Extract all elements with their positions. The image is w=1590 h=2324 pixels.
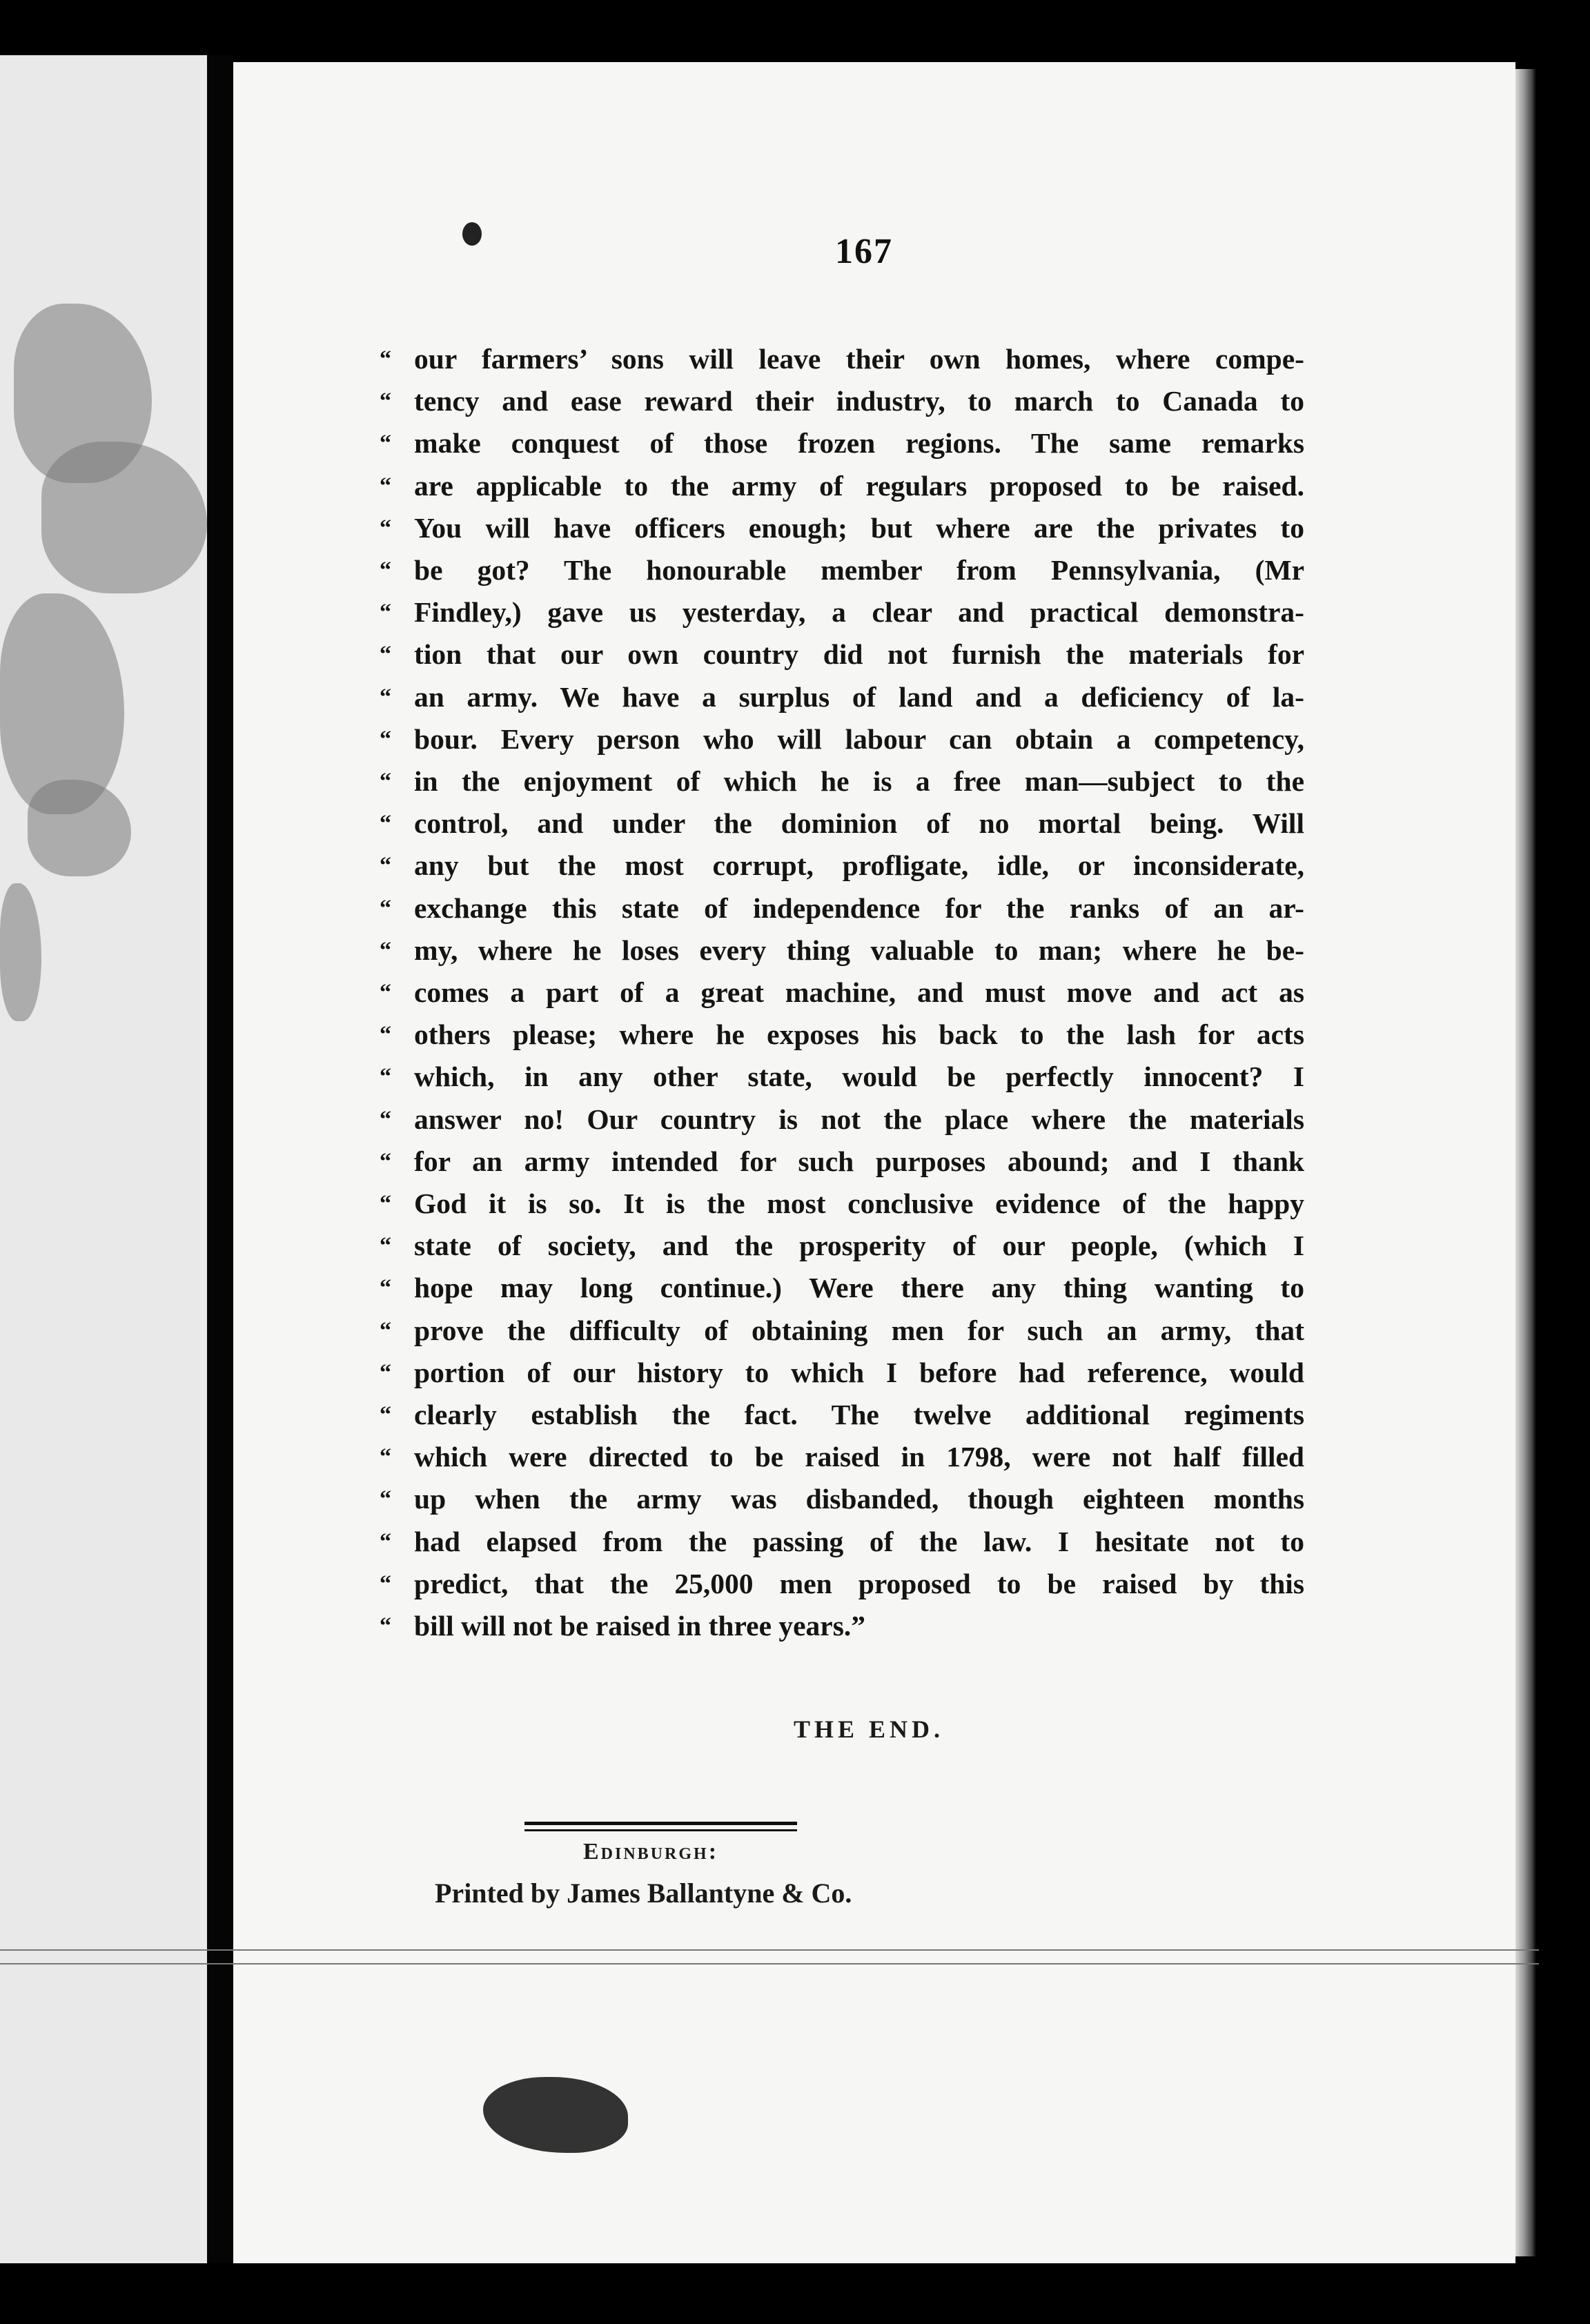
imprint-rule: [524, 1822, 797, 1831]
text-line: “ any but the most corrupt, profligate, idle, or inconsiderate,: [414, 845, 1304, 887]
text-line: “ make conquest of those frozen regions. The same remarks: [414, 422, 1304, 464]
quote-mark: “: [380, 642, 391, 668]
quote-mark: “: [380, 1317, 391, 1343]
quote-mark: “: [380, 1444, 391, 1470]
imprint-city: Edinburgh:: [583, 1839, 719, 1864]
text-line: “ my, where he loses every thing valuable to man; where he be-: [414, 929, 1304, 972]
text-line: “ which were directed to be raised in 1798, were not half filled: [414, 1436, 1304, 1478]
imprint-printer: Printed by James Ballantyne & Co.: [435, 1878, 852, 1909]
quote-mark: “: [380, 726, 391, 752]
quote-mark: “: [380, 1233, 391, 1259]
quote-mark: “: [380, 1359, 391, 1386]
quote-mark: “: [380, 895, 391, 921]
quote-mark: “: [380, 684, 391, 710]
quote-mark: “: [380, 473, 391, 499]
quote-mark: “: [380, 811, 391, 837]
quote-mark: “: [380, 1275, 391, 1301]
text-line: “ an army. We have a surplus of land and a deficiency of la-: [414, 676, 1304, 718]
text-line: “ exchange this state of independence for the ranks of an ar-: [414, 887, 1304, 929]
scan-edge-line: [0, 1963, 1539, 1964]
quote-mark: “: [380, 346, 391, 372]
quote-mark: “: [380, 1486, 391, 1513]
quote-mark: “: [380, 515, 391, 541]
page-edge-shadow: [1515, 69, 1536, 2256]
ink-blot: [462, 222, 482, 246]
text-line: “ control, and under the dominion of no mortal being. Will: [414, 802, 1304, 845]
text-line: “ which, in any other state, would be perfectly innocent? I: [414, 1056, 1304, 1098]
quote-mark: “: [380, 1402, 391, 1428]
text-line: “ others please; where he exposes his back to the lash for acts: [414, 1014, 1304, 1056]
text-line: “ bour. Every person who will labour can obtain a competency,: [414, 718, 1304, 760]
text-line: “ in the enjoyment of which he is a free man—subject to the: [414, 760, 1304, 802]
quote-mark: “: [380, 1106, 391, 1132]
text-line: “ for an army intended for such purposes abound; and I thank: [414, 1141, 1304, 1183]
text-line: “ tion that our own country did not furnish the materials for: [414, 633, 1304, 676]
binding-gutter: [207, 55, 233, 2263]
text-line: “ tency and ease reward their industry, to march to Canada to: [414, 380, 1304, 422]
text-line: “ prove the difficulty of obtaining men for such an army, that: [414, 1310, 1304, 1352]
text-line: “ You will have officers enough; but where are the privates to: [414, 507, 1304, 549]
text-line: “ are applicable to the army of regulars proposed to be raised.: [414, 465, 1304, 507]
text-line: “ hope may long continue.) Were there any thing wanting to: [414, 1267, 1304, 1309]
quote-mark: “: [380, 1022, 391, 1048]
quote-mark: “: [380, 388, 391, 415]
page-number: 167: [835, 232, 893, 271]
text-line: “ comes a part of a great machine, and must move and act as: [414, 972, 1304, 1014]
body-text: [380, 338, 1304, 1647]
text-line: “ portion of our history to which I before had reference, would: [414, 1352, 1304, 1394]
quote-mark: “: [380, 1064, 391, 1090]
quote-mark: “: [380, 937, 391, 963]
text-line: “ had elapsed from the passing of the law. I hesitate not to: [414, 1521, 1304, 1563]
quote-mark: “: [380, 600, 391, 626]
the-end-heading: THE END.: [794, 1715, 945, 1743]
text-line: “ Findley,) gave us yesterday, a clear and practical demonstra-: [414, 591, 1304, 633]
facing-page-fragment: [0, 55, 207, 2263]
quote-mark: “: [380, 558, 391, 584]
quote-mark: “: [380, 1528, 391, 1555]
quote-mark: “: [380, 431, 391, 457]
text-line: “ be got? The honourable member from Pennsylvania, (Mr: [414, 549, 1304, 591]
quote-mark: “: [380, 1570, 391, 1597]
quote-mark: “: [380, 769, 391, 795]
text-line: “ clearly establish the fact. The twelve additional regiments: [414, 1394, 1304, 1436]
text-line: “ bill will not be raised in three years.”: [414, 1605, 1304, 1647]
text-line: “ answer no! Our country is not the place where the materials: [414, 1099, 1304, 1141]
text-line: “ up when the army was disbanded, though eighteen months: [414, 1478, 1304, 1520]
text-line: “ God it is so. It is the most conclusive evidence of the happy: [414, 1183, 1304, 1225]
quote-mark: “: [380, 853, 391, 879]
text-line: “ our farmers’ sons will leave their own homes, where compe-: [414, 338, 1304, 380]
scan-edge-line: [0, 1949, 1539, 1951]
quote-mark: “: [380, 1613, 391, 1639]
text-line: “ predict, that the 25,000 men proposed to be raised by this: [414, 1563, 1304, 1605]
quote-mark: “: [380, 1191, 391, 1217]
quote-mark: “: [380, 1148, 391, 1174]
quote-mark: “: [380, 980, 391, 1006]
text-line: “ state of society, and the prosperity of our people, (which I: [414, 1225, 1304, 1267]
